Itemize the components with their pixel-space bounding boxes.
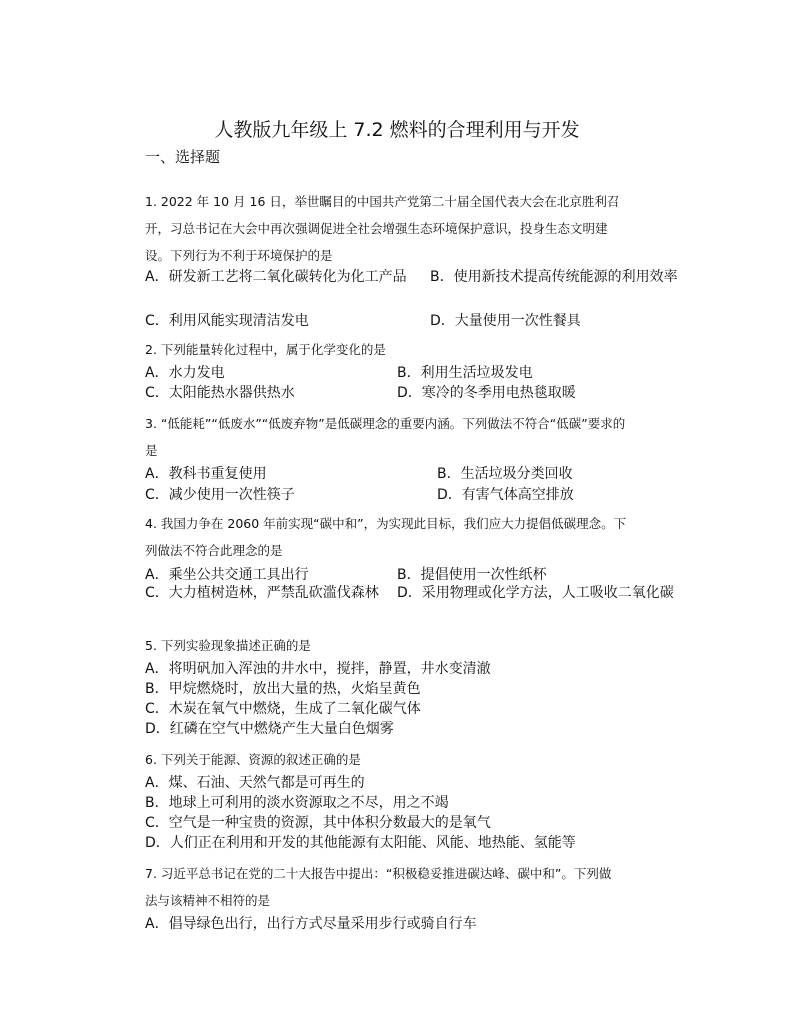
question-5-option-d: D．红磷在空气中燃烧产生大量白色烟雾 — [145, 721, 394, 737]
question-6-option-d: D．人们正在利用和开发的其他能源有太阳能、风能、地热能、氢能等 — [145, 835, 576, 851]
question-4-stem-line-2: 列做法不符合此理念的是 — [145, 543, 283, 558]
question-3-option-a: A．教科书重复使用 — [145, 466, 267, 482]
question-5-option-c: C．木炭在氧气中燃烧，生成了二氧化碳气体 — [145, 701, 421, 717]
question-1-option-c: C．利用风能实现清洁发电 — [145, 313, 309, 329]
question-1-stem-line-1: 1. 2022 年 10 月 16 日，举世瞩目的中国共产党第二十届全国代表大会在北京胜利召 — [145, 194, 620, 209]
question-3-stem-line-2: 是 — [145, 443, 158, 458]
question-3-stem-line-1: 3. “低能耗”“低废水”“低废弃物”是低碳理念的重要内涵。下列做法不符合“低碳”要求的 — [145, 416, 626, 431]
question-1-option-a: A．研发新工艺将二氧化碳转化为化工产品 — [145, 269, 407, 285]
question-2-stem: 2. 下列能量转化过程中，属于化学变化的是 — [145, 342, 386, 357]
question-2-option-a: A．水力发电 — [145, 365, 225, 381]
question-7-stem-line-2: 法与该精神不相符的是 — [145, 893, 271, 908]
question-4-stem-line-1: 4. 我国力争在 2060 年前实现“碳中和”，为实现此目标，我们应大力提倡低碳理念。下 — [145, 516, 627, 531]
question-6-option-c: C．空气是一种宝贵的资源，其中体积分数最大的是氧气 — [145, 815, 491, 831]
question-5-stem: 5. 下列实验现象描述正确的是 — [145, 638, 311, 653]
question-7-option-a: A．倡导绿色出行，出行方式尽量采用步行或骑自行车 — [145, 916, 477, 932]
question-1-stem-line-2: 开，习总书记在大会中再次强调促进全社会增强生态环境保护意识，投身生态文明建 — [145, 221, 608, 236]
question-1-option-b: B．使用新技术提高传统能源的利用效率 — [430, 269, 678, 285]
question-2-option-d: D．寒冷的冬季用电热毯取暖 — [397, 385, 576, 401]
section-heading: 一、选择题 — [145, 148, 221, 166]
question-4-option-c: C．大力植树造林，严禁乱砍滥伐森林 — [145, 585, 379, 601]
question-2-option-c: C．太阳能热水器供热水 — [145, 385, 295, 401]
question-5-option-a: A．将明矾加入浑浊的井水中，搅拌，静置，井水变清澈 — [145, 661, 491, 677]
question-4-option-b: B．提倡使用一次性纸杯 — [397, 567, 547, 583]
question-2-option-b: B．利用生活垃圾发电 — [397, 365, 533, 381]
question-6-option-b: B．地球上可利用的淡水资源取之不尽，用之不竭 — [145, 795, 449, 811]
question-3-option-d: D．有害气体高空排放 — [437, 487, 574, 503]
question-3-option-b: B．生活垃圾分类回收 — [437, 466, 573, 482]
question-4-option-a: A．乘坐公共交通工具出行 — [145, 567, 309, 583]
question-1-option-d: D．大量使用一次性餐具 — [430, 313, 581, 329]
question-6-stem: 6. 下列关于能源、资源的叙述正确的是 — [145, 752, 361, 767]
question-7-stem-line-1: 7. 习近平总书记在党的二十大报告中提出：“积极稳妥推进碳达峰、碳中和”。下列做 — [145, 866, 612, 881]
question-3-option-c: C．减少使用一次性筷子 — [145, 487, 295, 503]
question-4-option-d: D．采用物理或化学方法，人工吸收二氧化碳 — [397, 585, 674, 601]
question-6-option-a: A．煤、石油、天然气都是可再生的 — [145, 775, 365, 791]
page-title: 人教版九年级上 7.2 燃料的合理利用与开发 — [214, 119, 580, 141]
question-5-option-b: B．甲烷燃烧时，放出大量的热，火焰呈黄色 — [145, 681, 421, 697]
question-1-stem-line-3: 设。下列行为不利于环境保护的是 — [145, 248, 333, 263]
